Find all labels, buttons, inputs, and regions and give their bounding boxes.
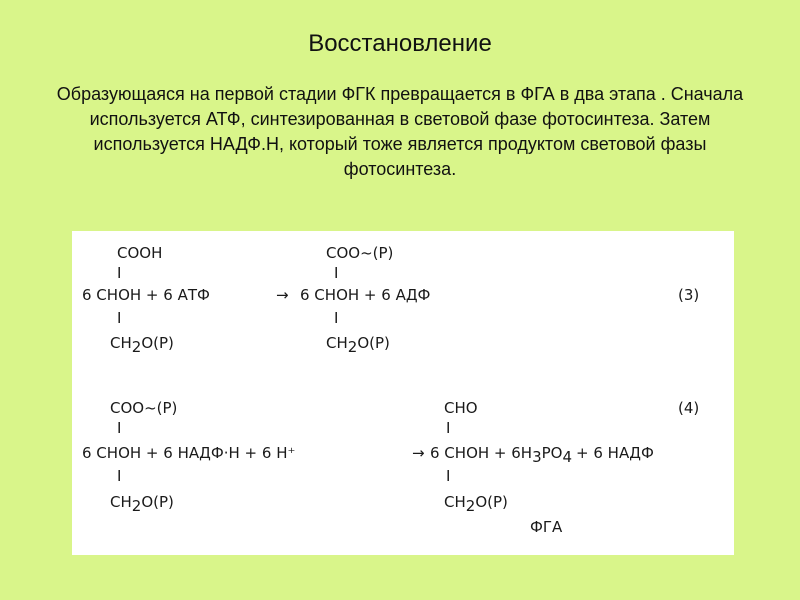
eq4-product-sub-2: 2 xyxy=(465,497,476,515)
slide-title: Восстановление xyxy=(308,30,492,57)
eq3-product-line: 6 CHOH + 6 АДФ xyxy=(300,286,431,304)
eq3-product-op: O(P) xyxy=(357,334,390,352)
eq3-ch: CH xyxy=(110,334,132,352)
equation-4 xyxy=(82,399,699,536)
eq3-product-bond-1: I xyxy=(334,264,339,282)
eq3-product-sub-2: 2 xyxy=(347,338,358,356)
eq3-product-bottom xyxy=(326,334,390,356)
eq4-reactant-bond-2: I xyxy=(117,467,122,485)
eq4-product-bottom xyxy=(444,493,508,515)
eq3-sub-2: 2 xyxy=(131,338,142,356)
eq4-reactant-bottom xyxy=(110,493,174,515)
eq3-reactant-bottom xyxy=(110,334,174,356)
eq3-op: O(P) xyxy=(141,334,174,352)
eq3-number: (3) xyxy=(678,286,700,304)
eq4-ch: CH xyxy=(110,493,132,511)
eq3-reactant-bond-2: I xyxy=(117,309,122,327)
equation-3 xyxy=(82,244,699,356)
eq4-po: PO xyxy=(541,444,563,462)
equations-panel xyxy=(72,231,734,555)
eq4-product-b: + 6 НАДФ xyxy=(576,444,654,462)
eq4-reactant-bond-1: I xyxy=(117,419,122,437)
eq4-product-label: ФГА xyxy=(530,518,563,536)
eq4-product-a: 6 CHOH + 6H xyxy=(430,444,533,462)
eq3-product-bond-2: I xyxy=(334,309,339,327)
eq3-reactant-bond-1: I xyxy=(117,264,122,282)
eq4-reactant-line: 6 CHOH + 6 НАДФ·Н + 6 H⁺ xyxy=(82,444,296,462)
eq3-reactant-top: COOH xyxy=(117,244,163,262)
eq3-product-ch: CH xyxy=(326,334,348,352)
eq4-product-bond-1: I xyxy=(446,419,451,437)
eq4-sub-4: 4 xyxy=(562,448,573,466)
eq4-op: O(P) xyxy=(141,493,174,511)
eq4-product-op: O(P) xyxy=(475,493,508,511)
equations-figure xyxy=(72,231,734,555)
eq3-product-top: COO~(P) xyxy=(326,244,394,262)
eq4-sub-2: 2 xyxy=(131,497,142,515)
eq4-product-bond-2: I xyxy=(446,467,451,485)
eq3-reactant-line: 6 CHOH + 6 АТФ xyxy=(82,286,210,304)
eq4-number: (4) xyxy=(678,399,700,417)
eq4-product-top: CHO xyxy=(444,399,478,417)
slide-paragraph: Образующаяся на первой стадии ФГК превращается в ФГА в два этапа . Сначала используется АТФ, синтезированная в световой фазе фотосинтеза. Затем используется НАДФ.Н, который тоже является продуктом световой фазы фотосинтеза. xyxy=(56,84,744,179)
eq4-arrow: → xyxy=(412,444,425,462)
eq4-reactant-top: COO~(P) xyxy=(110,399,178,417)
eq4-product-line xyxy=(430,444,654,466)
eq4-sub-3: 3 xyxy=(532,448,542,466)
eq4-product-ch: CH xyxy=(444,493,466,511)
eq3-arrow: → xyxy=(276,286,289,304)
